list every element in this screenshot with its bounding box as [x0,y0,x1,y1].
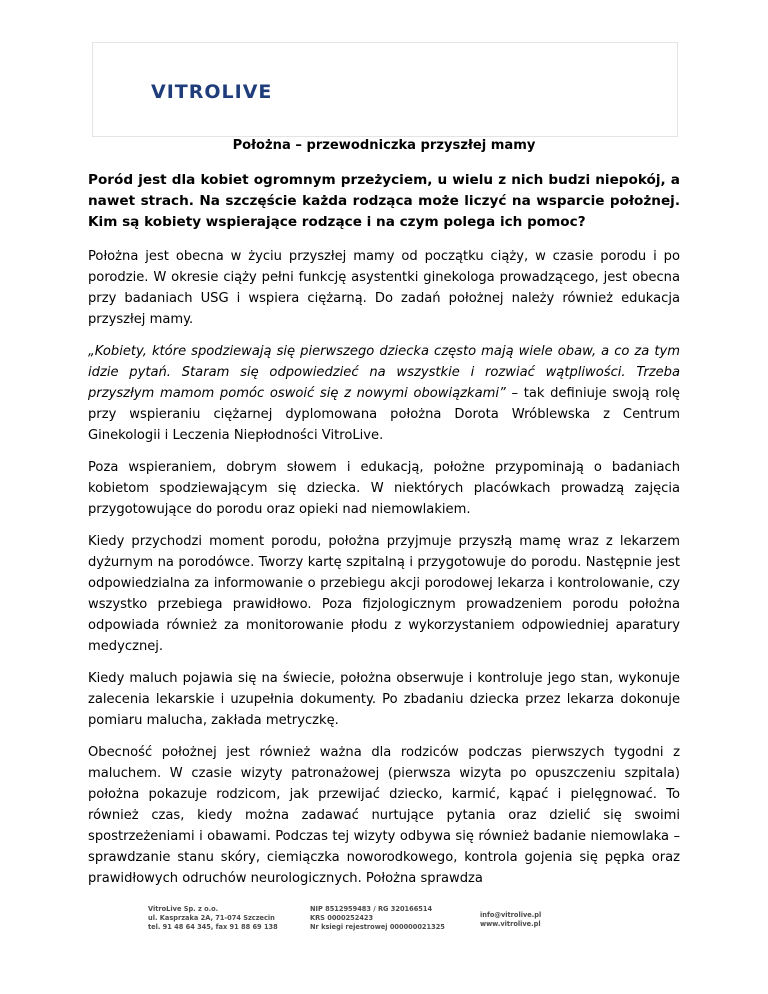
document-body [88,135,680,900]
quote-attribution: – tak definiuje swoją rolę przy wspieraniu ciężarnej dyplomowana położna Dorota Wróblewska z Centrum Ginekologii i Leczenia Niepłodności VitroLive. [88,386,680,443]
document-title: Położna – przewodniczka przyszłej mamy [232,138,536,153]
vitrolive-logo: VITROLIVE [151,81,273,103]
paragraph-6: Obecność położnej jest również ważna dla rodziców podczas pierwszych tygodni z maluchem. W czasie wizyty patronażowej (pierwsza wizyta po opuszczeniu szpitala) położna pokazuje rodzicom, jak przewijać dziecko, karmić, kąpać i pielęgnować. To również czas, kiedy można zadawać nurtujące pytania oraz dzielić się swoimi spostrzeżeniami i obawami. Podczas tej wizyty odbywa się również badanie niemowlaka – sprawdzanie stanu skóry, ciemiączka noworodkowego, kontrola gojenia się pępka oraz prawidłowych odruchów neurologicznych. Położna sprawdza [88,745,680,886]
footer-contact-info [480,911,541,929]
footer-register: Nr ksiegi rejestrowej 000000021325 [310,923,445,931]
footer-address: ul. Kasprzaka 2A, 71-074 Szczecin [148,914,275,922]
footer-company-info [148,905,278,932]
footer-nip: NIP 8512959483 / RG 320166514 [310,905,433,913]
footer-krs: KRS 0000252423 [310,914,374,922]
paragraph-5: Kiedy maluch pojawia się na świecie, położna obserwuje i kontroluje jego stan, wykonuje zalecenia lekarskie i uzupełnia dokumenty. Po zbadaniu dziecka przez lekarza dokonuje pomiaru malucha, zakłada metryczkę. [88,671,680,728]
footer-registration-info [310,905,445,932]
paragraph-2 [88,341,680,446]
footer-phone: tel. 91 48 64 345, fax 91 88 69 138 [148,923,278,931]
letterhead [92,42,678,137]
footer-website-link[interactable]: www.vitrolive.pl [480,920,541,928]
footer-email-link[interactable]: info@vitrolive.pl [480,911,542,919]
paragraph-3: Poza wspieraniem, dobrym słowem i edukacją, położne przypominają o badaniach kobietom spodziewającym się dziecka. W niektórych placówkach prowadzą zajęcia przygotowujące do porodu oraz opieki nad niemowlakiem. [88,460,680,517]
footer-company: VitroLive Sp. z o.o. [148,905,219,913]
paragraph-4: Kiedy przychodzi moment porodu, położna przyjmuje przyszłą mamę wraz z lekarzem dyżurnym na porodówce. Tworzy kartę szpitalną i przygotowuje do porodu. Następnie jest odpowiedzialna za informowanie o przebiegu akcji porodowej lekarza i kontrolowanie, czy wszystko przebiega prawidłowo. Poza fizjologicznym prowadzeniem porodu położna odpowiada również za monitorowanie płodu z wykorzystaniem odpowiedniej aparatury medycznej. [88,534,680,654]
lead-paragraph: Poród jest dla kobiet ogromnym przeżyciem, u wielu z nich budzi niepokój, a nawet strach. Na szczęście każda rodząca może liczyć na wsparcie położnej. Kim są kobiety wspierające rodzące i na czym polega ich pomoc? [88,172,680,230]
midwife-quote: „Kobiety, które spodziewają się pierwszego dziecka często mają wiele obaw, a co za tym idzie pytań. Staram się odpowiedzieć na wszystkie i rozwiać wątpliwości. Trzeba przyszłym mamom pomóc oswoić się z nowymi obowiązkami” [88,344,680,401]
paragraph-1: Położna jest obecna w życiu przyszłej mamy od początku ciąży, w czasie porodu i po porodzie. W okresie ciąży pełni funkcję asystentki ginekologa prowadzącego, jest obecna przy badaniach USG i wspiera ciężarną. Do zadań położnej należy również edukacja przyszłej mamy. [88,249,680,327]
